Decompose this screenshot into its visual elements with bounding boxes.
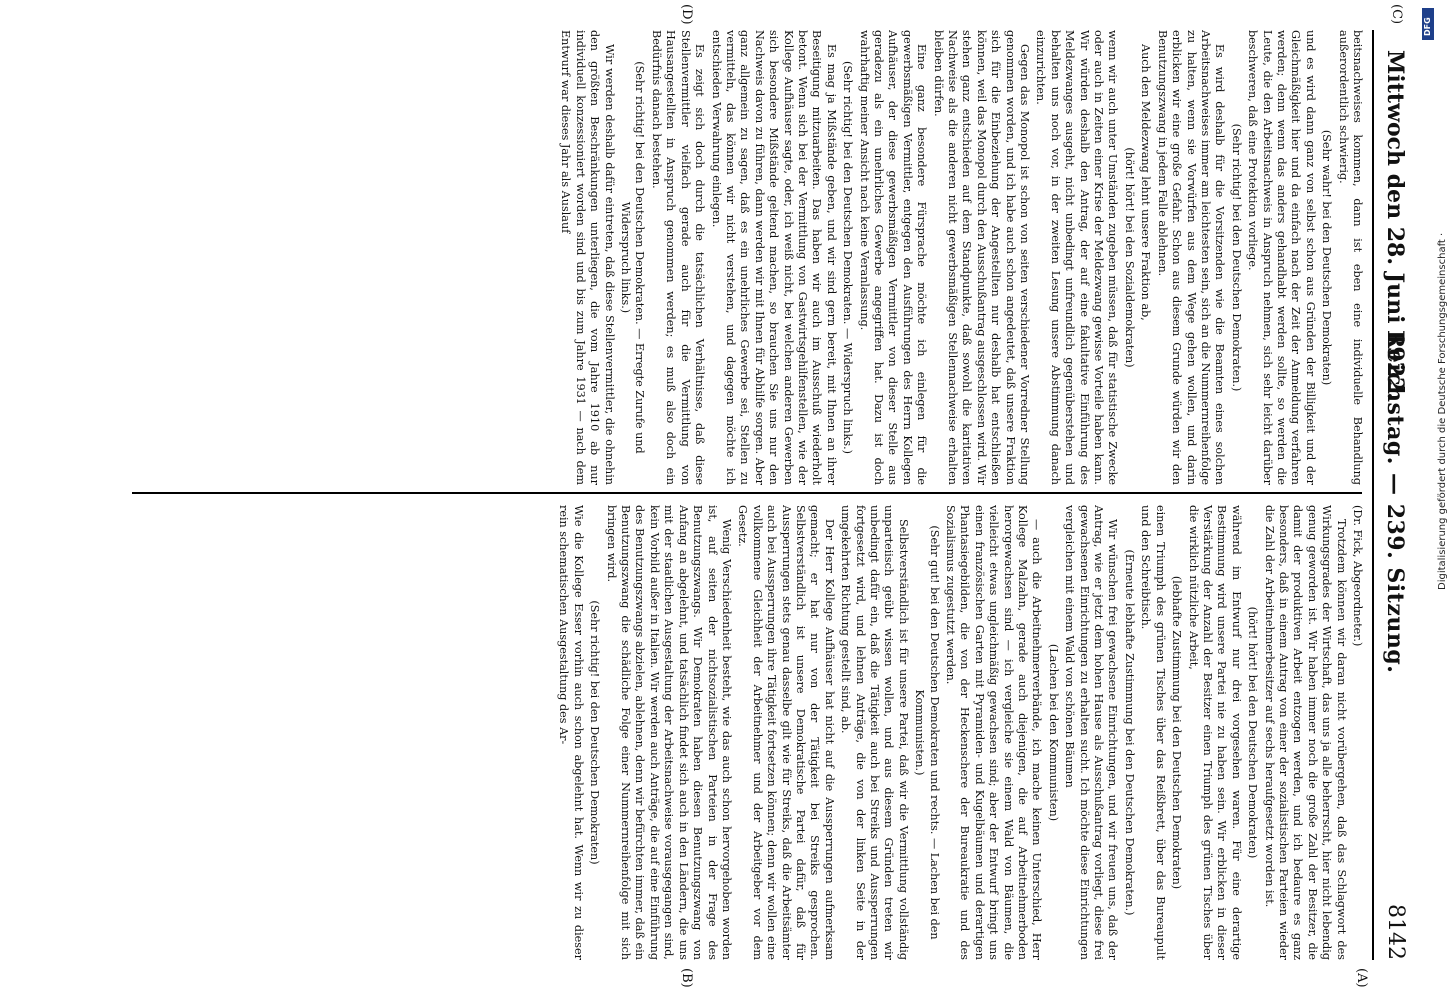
paragraph: Wir werden deshalb dafür eintreten, daß diese Stellenvermittler, die ohnehin den größten Beschränkungen unterliegen, die vom Jahre 1910 ab nur individuell konzessioniert worden sind und bis zum Jahre 1931 — nach dem Entwurf war dieses Jahr als Auslauf: [559, 30, 616, 485]
document-page: [24, 0, 1434, 990]
digitization-credit: Digitalisierung gefördert durch die Deutsche Forschungsgemeinschaft ·: [1437, 232, 1448, 590]
paragraph: Eine ganz besondere Fürsprache möchte ich einlegen für die gewerbsmäßigen Vermittler, entgegen den Ausführungen des Herrn Kollegen Aufhäuser, der diese gewerbsmäßigen Vermittler von dieser Stelle aus geradezu als ein unehrliches Gewerbe angegriffen hat. Dazu ist doch wahrhaftig meiner Ansicht nach keine Veranlassung.: [857, 30, 929, 485]
paragraph: Wie die Kollege Esser vorhin auch schon abgelehnt hat. Wenn wir zu dieser rein schematischen Ausgestaltung des Ar-: [557, 505, 585, 960]
paragraph: Es wird deshalb für die Vorsitzenden wie die Beamten eines solchen Arbeitsnachweises immer am leichtesten sein, sich an die Nummernreihenfolge zu halten, wenn sie Vorwürfen aus dem Wege gehen wollen, und darin erblicken wir eine große Gefahr. Schon aus diesem Grunde würden wir den Benutzungszwang in jedem Falle ablehnen.: [1155, 30, 1227, 485]
paragraph: Der Herr Kollege Aufhäuser hat nicht auf die Aussperrungen aufmerksam gemacht; er hat nur von der Tätigkeit bei Streiks gesprochen. Selbstverständlich ist unsere Demokratische Partei dafür, daß für Aussperrungen stets genau dasselbe gilt wie für Streiks, daß die Arbeitsämter auch bei Aussperrungen ihre Tätigkeit fortsetzen können; denn wir wollen eine vollkommene Gleichheit der Arbeitnehmer und der Arbeitgeber vor dem Gesetz.: [736, 505, 836, 960]
paragraph: Wir wünschen frei gewachsene Einrichtungen, und wir freuen uns, daß der Antrag, wie er jetzt dem hohen Hause als Ausschußantrag vorliegt, diese frei gewachsenen Einrichtungen zu erhalten sucht. Ich möchte diese Einrichtungen vergleichen mit einem Wald von schönen Bäumen: [1063, 505, 1120, 960]
interjection: (Sehr richtig! bei den Deutschen Demokraten. — Widerspruch links.): [841, 61, 855, 454]
interjection: (hört! hört! bei den Deutschen Demokraten): [1246, 606, 1260, 859]
dfg-logo: DFG: [1422, 8, 1434, 40]
session-title: Reichstag. — 239. Sitzung.: [1382, 330, 1408, 674]
interjection: (Sehr richtig! bei den Deutschen Demokraten): [588, 600, 602, 865]
paragraph: Selbstverständlich ist für unsere Partei, daß wir die Vermittlung vollständig unparteiisch geübt wissen wollen, und aus diesem Gründen treten wir unbedingt dafür ein, daß die Tätigkeit auch bei Streiks und Aussperrungen fortgesetzt wird, und lehnen Anträge, die von der linken Seite in der umgekehrten Richtung gestellt sind, ab.: [839, 505, 910, 960]
margin-marker-a: (A): [1354, 968, 1369, 988]
paragraph: beitsnachweises kommen, dann ist eben eine individuelle Behandlung außerordentlich schwierig.: [1336, 30, 1364, 485]
left-text-column: [124, 505, 1364, 960]
paragraph: Es zeigt sich doch durch die tatsächlichen Verhältnisse, daß diese Stellenvermittler vielfach gerade auch für die Vermittlung von Hausangestellten in Anspruch genommen werden; es muß also doch ein Bedürfnis danach bestehen.: [649, 30, 707, 485]
interjection: (Erneute lebhafte Zustimmung bei den Deutschen Demokraten.): [1122, 549, 1136, 916]
paragraph: (Dr. Fick, Abgeordneter.): [1351, 505, 1364, 647]
session-date: Mittwoch den 28. Juni 1922.: [1382, 50, 1408, 400]
interjection: (Sehr richtig! bei den Deutschen Demokraten. — Erregte Zurufe und Widerspruch links.): [619, 61, 647, 454]
paragraph: Trotzdem können wir daran nicht vorübergehen, daß das Schlagwort des Wirkungsgrades der Wirtschaft, das uns ja alle beherrscht, hier nicht lebendig genug geworden ist. Wir haben immer noch die große Zahl der Besitzer, die damit der produktiven Arbeit entzogen werden, und ich bedaure es ganz besonders, daß in einem Antrag von einer der sozialistischen Parteien wieder die Zahl der Arbeitnehmerbesitzer auf sechs heraufgesetzt worden ist.: [1262, 505, 1348, 960]
paragraph: Wenig Verschiedenheit besteht, wie das auch schon hervorgehoben worden ist, auf seiten der nichtsozialistischen Parteien in der Frage des Benutzungszwangs. Wir Demokraten haben diesen Benutzungszwang von Anfang an abgelehnt, und tatsächlich findet sich auch in den Ländern, die uns mit der staatlichen Ausgestaltung der Arbeitsnachweise vorausgegangen sind, kein Vorbild außer in Italien. Wir werden auch Anträge, die auf eine Einführung des Benutzungszwangs abzielen, ablehnen, denn wir befürchten immer, daß ein Benutzungszwang die schädliche Folge einer Nummernreihenfolge mit sich bringen wird.: [604, 505, 733, 960]
paragraph: und es wird dann ganz von selbst schon aus Gründen der Billigkeit und der Gleichmäßigkeit hier und da einfach nach der Zeit der Anmeldung verfahren werden; denn wenn das anders gehandhabt werden sollte, so werden die Leute, die den Arbeitsnachweis in Anspruch nehmen, sich sehr leicht darüber beschweren, daß eine Protektion vorliege.: [1246, 30, 1317, 485]
interjection: (Sehr wahr! bei den Deutschen Demokraten): [1320, 129, 1334, 386]
paragraph: Es mag ja Mißstände geben, und wir sind gern bereit, mit Ihnen an ihrer Beseitigung mitzuarbeiten. Das haben wir auch im Ausschuß wiederholt betont. Wenn sich bei der Vermittlung von Gastwirtsgehilfenstellen, wie der Kollege Aufhäuser sagte, oder, ich weiß nicht, bei welchen anderen Gewerben sich besondere Mißstände geltend machen, so brauchen Sie uns nur den Nachweis davon zu führen, dann werden wir mit Ihnen für Abhilfe sorgen. Aber ganz allgemein zu sagen, daß es ein unehrliches Gewerbe sei, Stellen zu vermitteln, das können wir nicht verstehen, und dagegen möchte ich entschieden Verwahrung einlegen.: [709, 30, 838, 485]
interjection: (Sehr richtig! bei den Deutschen Demokraten.): [1229, 123, 1243, 392]
margin-marker-c: (C): [1389, 4, 1404, 25]
interjection: (Lachen bei den Kommunisten): [1046, 643, 1060, 822]
paragraph: wenn wir auch unter Umständen zugeben müssen, daß für statistische Zwecke oder auch in Zeiten einer Krise der Meldezwang gewisse Vorteile haben kann. Wir würden deshalb den Antrag, der auf eine fakultative Einführung des Meldezwanges ausgeht, nicht unbedingt unfreundlich gegenüberstehen und behalten uns noch vor, in der zweiten Lesung unsere Abstimmung danach einzurichten.: [1034, 30, 1120, 485]
paragraph: Gegen das Monopol ist schon von seiten verschiedener Vorredner Stellung genommen worden, und ich habe auch schon angedeutet, daß unsere Fraktion sich für die Einbeziehung der Angestellten nur deshalb hat entschließen können, weil das Monopol durch den Ausschußantrag ausgeschlossen wird. Wir stehen ganz entschieden auf dem Standpunkte, daß sowohl die karitativen Nachweise als die anderen nicht gewerbsmäßigen Stellennachweise erhalten bleiben dürfen.: [931, 30, 1032, 485]
paragraph: einen Triumph des grünen Tisches über das Reißbrett, über das Bureaupult und den Schreibtisch.: [1139, 505, 1167, 960]
page-header: [1372, 30, 1414, 960]
column-divider: [132, 492, 1362, 494]
page-number: 8142: [1383, 904, 1408, 960]
interjection: (lebhafte Zustimmung bei den Deutschen Demokraten): [1170, 575, 1184, 890]
interjection: (hört! hört! bei den Sozialdemokraten): [1122, 147, 1136, 368]
paragraph: während im Entwurf nur drei vorgesehen waren. Für eine derartige Bestimmung wird unsere Partei nie zu haben sein. Wir erblicken in dieser Verstärkung der Anzahl der Besitzer einen Triumph des grünen Tisches über die wirklich nützliche Arbeit,: [1186, 505, 1243, 960]
margin-marker-b: (B): [679, 968, 694, 988]
right-text-column: [124, 30, 1364, 485]
paragraph: Auch den Meldezwang lehnt unsere Fraktion ab,: [1139, 44, 1153, 321]
margin-marker-d: (D): [679, 4, 694, 25]
paragraph: — auch die Arbeitnehmerverbände, ich mache keinen Unterschied, Herr Kollege Malzahn, gerade auch diejenigen, die auf Arbeitnehmerboden herorgewachsen sind — ich vergleiche sie einem Wald von Bäumen, die vielleicht etwas ungleichmäßig gewachsen sind; aber der Entwurf bringt uns einen französischen Garten mit Pyramiden- und Kugelbäumen und derartigen Phantasiegebilden, die von der Heckenschere der Bureaukratie und des Sozialismus zugestutzt werden.: [944, 505, 1044, 960]
interjection: (Sehr gut! bei den Deutschen Demokraten und rechts. — Lachen bei den Kommunisten.): [913, 525, 941, 940]
